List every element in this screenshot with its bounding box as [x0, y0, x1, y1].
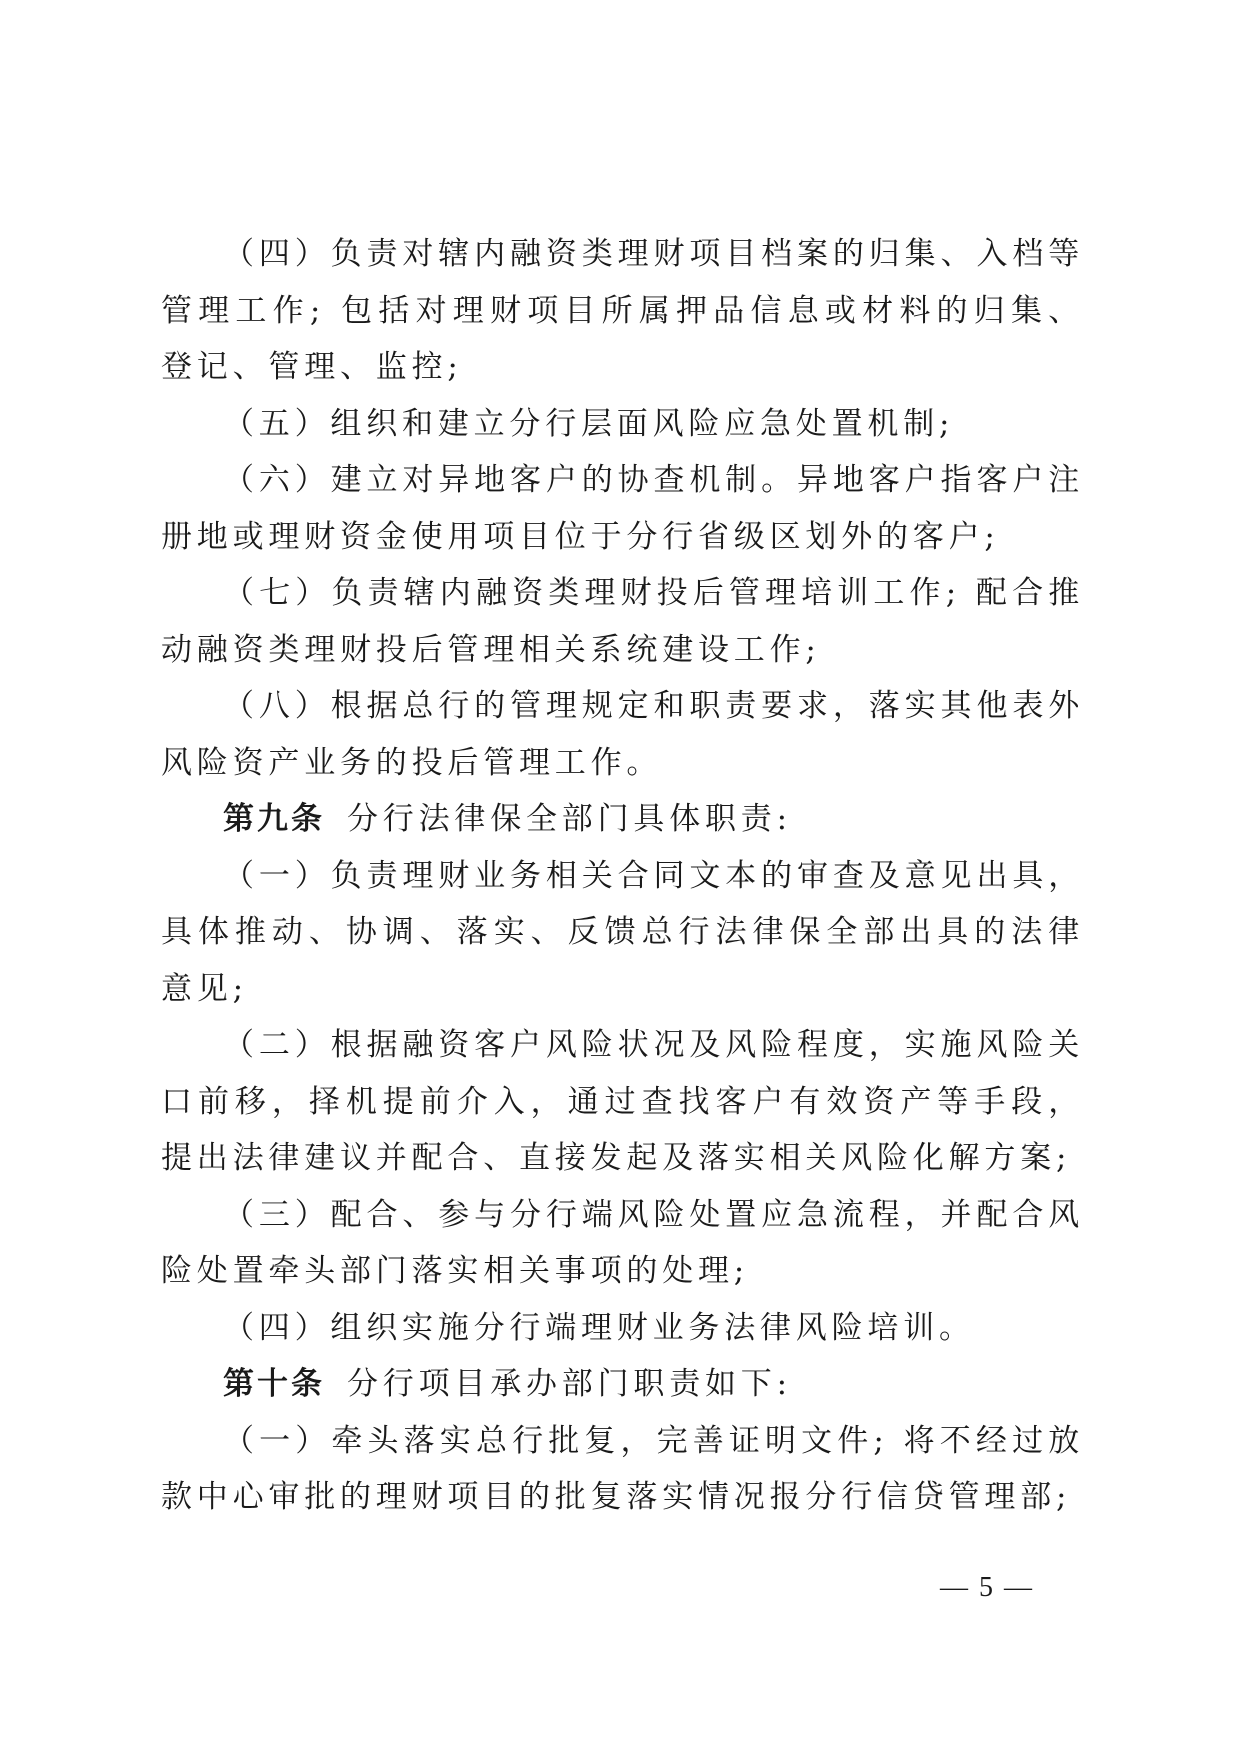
document-body: [161, 226, 1084, 1526]
paragraph-item-4: [161, 226, 1084, 396]
paragraph-item-6: [161, 452, 1084, 565]
article-heading: 第十条: [223, 1366, 325, 1402]
paragraph-text: （三）配合、参与分行端风险处置应急流程，并配合风险处置牵头部门落实相关事项的处理;: [161, 1196, 1084, 1289]
article-9-item-4: [161, 1300, 1084, 1357]
article-9-item-3: [161, 1187, 1084, 1300]
paragraph-text: （四）负责对辖内融资类理财项目档案的归集、入档等管理工作; 包括对理财项目所属押品信息或材料的归集、登记、管理、监控;: [161, 236, 1084, 385]
paragraph-text: （二）根据融资客户风险状况及风险程度，实施风险关口前移，择机提前介入，通过查找客户有效资产等手段，提出法律建议并配合、直接发起及落实相关风险化解方案;: [161, 1027, 1084, 1176]
article-10-item-1: [161, 1413, 1084, 1526]
paragraph-text: （六）建立对异地客户的协查机制。异地客户指客户注册地或理财资金使用项目位于分行省级区划外的客户;: [161, 462, 1084, 555]
article-9-item-2: [161, 1017, 1084, 1187]
article-text: 分行法律保全部门具体职责:: [347, 801, 792, 837]
article-10: [161, 1356, 1084, 1413]
paragraph-item-7: [161, 565, 1084, 678]
paragraph-text: （一）牵头落实总行批复，完善证明文件; 将不经过放款中心审批的理财项目的批复落实情况报分行信贷管理部;: [161, 1422, 1084, 1515]
paragraph-text: （八）根据总行的管理规定和职责要求，落实其他表外风险资产业务的投后管理工作。: [161, 688, 1084, 781]
paragraph-text: （七）负责辖内融资类理财投后管理培训工作; 配合推动融资类理财投后管理相关系统建设工作;: [161, 575, 1084, 668]
page-number: — 5 —: [940, 1572, 1034, 1603]
article-9: [161, 791, 1084, 848]
article-9-item-1: [161, 848, 1084, 1018]
paragraph-text: （五）组织和建立分行层面风险应急处置机制;: [223, 405, 955, 442]
article-heading: 第九条: [223, 801, 325, 837]
article-text: 分行项目承办部门职责如下:: [347, 1366, 792, 1402]
paragraph-text: （四）组织实施分行端理财业务法律风险培训。: [223, 1309, 975, 1346]
paragraph-item-8: [161, 678, 1084, 791]
paragraph-text: （一）负责理财业务相关合同文本的审查及意见出具，具体推动、协调、落实、反馈总行法律保全部出具的法律意见;: [161, 857, 1084, 1007]
paragraph-item-5: [161, 396, 1084, 453]
